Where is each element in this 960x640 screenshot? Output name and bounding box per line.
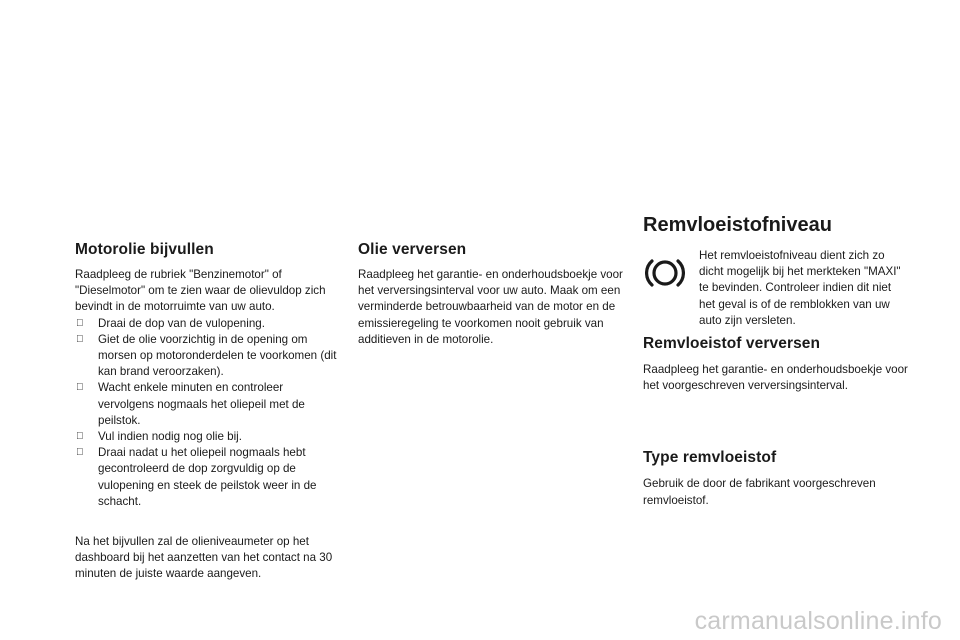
motorolie-outro: Na het bijvullen zal de olieniveaumeter op het dashboard bij het aanzetten van het contact na 30 minuten de juiste waarde aangeven.	[75, 535, 333, 581]
bullet-icon	[76, 332, 84, 348]
section-type-remvloeistof	[643, 448, 908, 508]
list-item: Vul indien nodig nog olie bij.	[75, 429, 340, 445]
list-item: Wacht enkele minuten en controleer vervolgens nogmaals het oliepeil met de peilstok.	[75, 380, 340, 429]
bullet-icon	[76, 316, 84, 332]
list-item: Draai de dop van de vulopening.	[75, 316, 340, 332]
section-motorolie-bijvullen	[75, 240, 340, 583]
remvloeistof-body: Het remvloeistofniveau dient zich zo dicht mogelijk bij het merkteken "MAXI" te bevinden. Controleer indien dit niet het geval is of de remblokken van uw auto zijn versleten.	[699, 249, 901, 327]
watermark: carmanualsonline.info	[694, 607, 942, 635]
section-remvloeistof-verversen	[643, 334, 908, 394]
heading-motorolie-bijvullen: Motorolie bijvullen	[75, 241, 214, 258]
bullet-icon	[76, 445, 84, 461]
list-item: Draai nadat u het oliepeil nogmaals hebt gecontroleerd de dop zorgvuldig op de vulopening en steek de peilstok weer in de schacht.	[75, 445, 340, 510]
section-remvloeistofniveau	[643, 212, 908, 509]
brake-warning-row	[643, 248, 908, 328]
olie-verversen-body: Raadpleeg het garantie- en onderhoudsboekje voor het verversingsinterval voor uw auto. Maak om een verminderde betrouwbaarheid van de motor en de emissieregeling te voorkomen nooit gebruik van additieven in de motorolie.	[358, 268, 623, 346]
bullet-icon	[76, 380, 84, 396]
bullet-icon	[76, 429, 84, 445]
type-remvloeistof-body: Gebruik de door de fabrikant voorgeschreven remvloeistof.	[643, 477, 876, 507]
remvloeistof-verversen-body: Raadpleeg het garantie- en onderhoudsboekje voor het voorgeschreven verversingsinterval.	[643, 363, 908, 393]
list-item: Giet de olie voorzichtig in de opening om morsen op motoronderdelen te voorkomen (dit kan brand veroorzaken).	[75, 332, 340, 381]
motorolie-steps	[75, 316, 340, 510]
section-olie-verversen	[358, 240, 623, 348]
heading-olie-verversen: Olie verversen	[358, 241, 467, 258]
heading-remvloeistof-verversen: Remvloeistof verversen	[643, 335, 821, 352]
heading-type-remvloeistof: Type remvloeistof	[643, 449, 777, 467]
motorolie-intro: Raadpleeg de rubriek "Benzinemotor" of "Dieselmotor" om te zien waar de olievuldop zich bevindt in de motorruimte van uw auto.	[75, 268, 326, 314]
brake-warning-icon	[645, 256, 685, 290]
heading-remvloeistofniveau: Remvloeistofniveau	[643, 214, 832, 236]
